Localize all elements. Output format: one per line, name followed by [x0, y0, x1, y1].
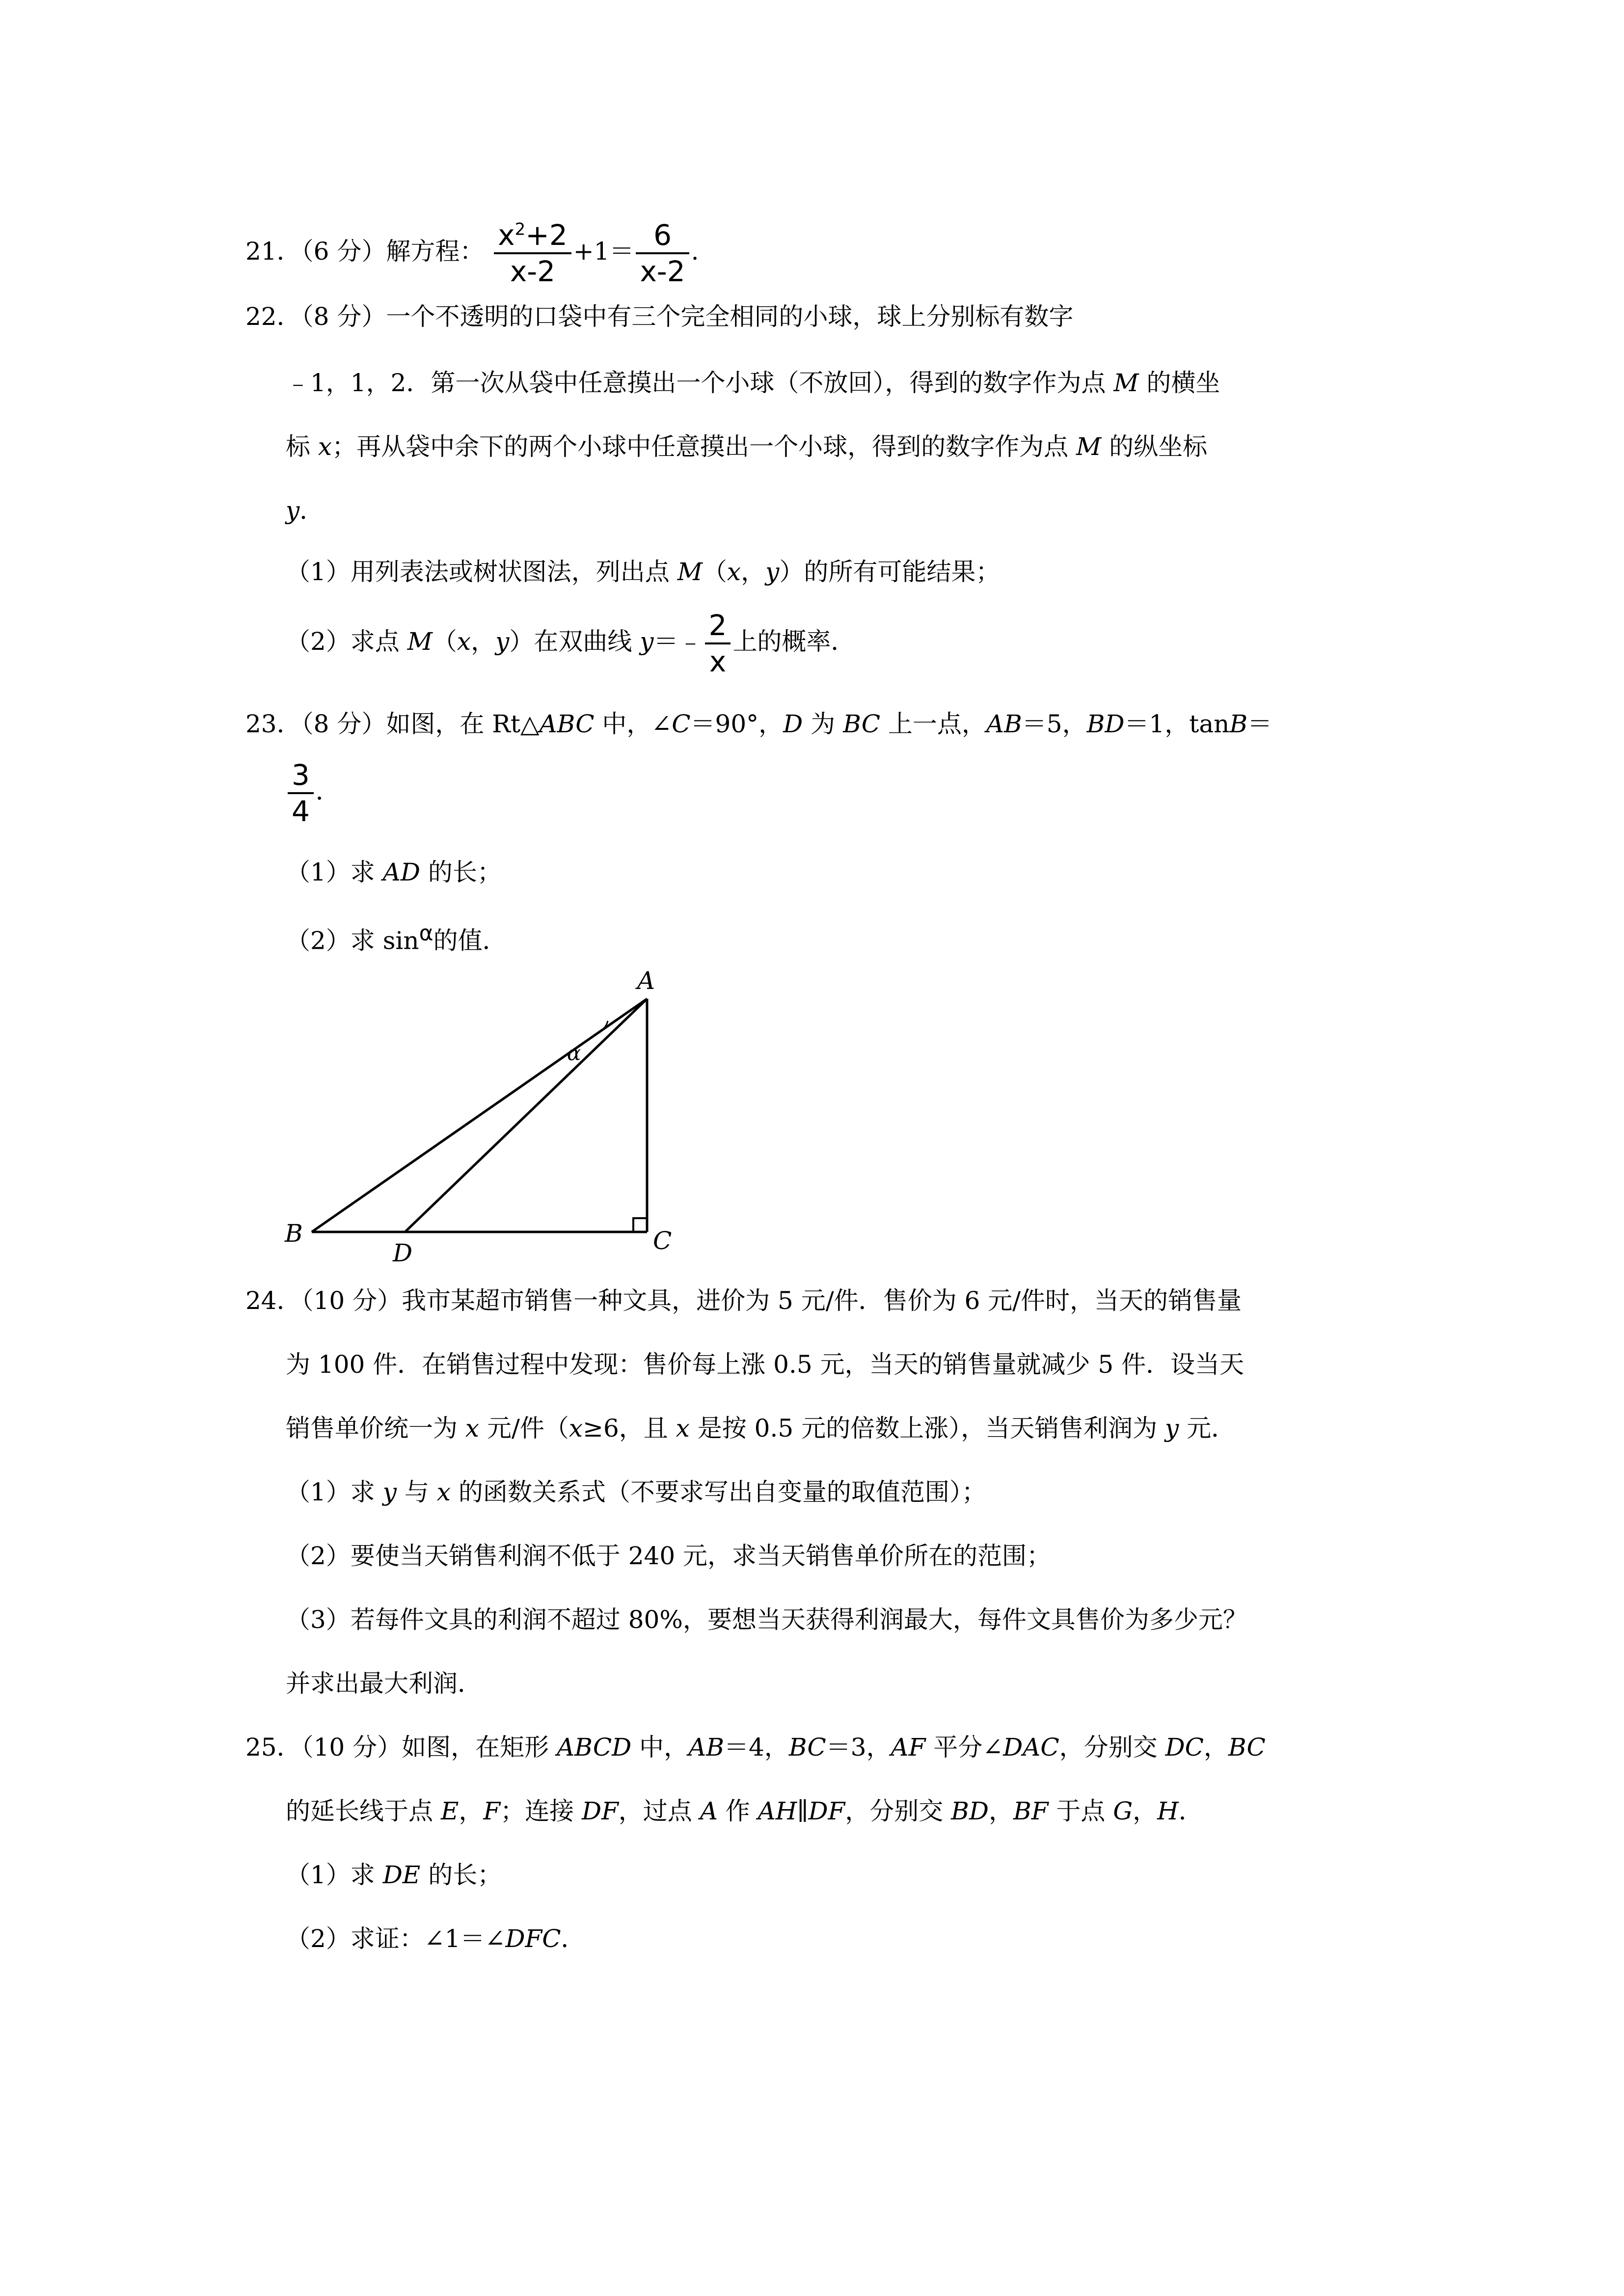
q23-tan-end: ． [315, 777, 340, 805]
q22-line3-x: x [318, 432, 332, 461]
q23-part2-a: （2）求 sin [286, 926, 419, 955]
q22-part2-den: x [705, 642, 731, 676]
q25-score: （10 分） [301, 1733, 402, 1762]
q24-line3-a: 销售单价统一为 [286, 1414, 465, 1442]
q25-line1-ABCD: ABCD [557, 1733, 632, 1762]
q23-line1-b: 中，∠ [594, 710, 672, 738]
label-C: C [653, 1227, 672, 1255]
q22-part1-x: x [727, 558, 741, 586]
q24-part2-text: （2）要使当天销售利润不低于 240 元，求当天销售单价所在的范围； [286, 1542, 1052, 1570]
q21-lhs-den: x-2 [494, 252, 571, 286]
q24-part1-x: x [436, 1478, 451, 1506]
q24-line3 [286, 1416, 1236, 1441]
q21-line: 21．（6 分）解方程： $\frac{x^2+2}{x-2}$ +1＝ $\frac{6}{x-2}$ . [245, 218, 699, 288]
q23-line1-c: ＝90°， [690, 710, 784, 738]
q22-line2-M: M [1113, 369, 1139, 397]
q25-line2-b: ， [459, 1797, 484, 1825]
q22-line1: 22．（8 分）一个不透明的口袋中有三个完全相同的小球，球上分别标有数字 [245, 302, 1074, 331]
q25-line2-f: ∥ [797, 1797, 809, 1825]
q25-part1 [286, 1863, 502, 1887]
q25-line2-F: F [483, 1797, 501, 1825]
q24-line3-c: ≥6，且 [583, 1414, 676, 1442]
q22-part1-b: （ [702, 558, 727, 586]
q25-line1-b: 中， [631, 1733, 689, 1762]
q22-part2-b: （ [432, 627, 457, 656]
q25-line1-DC: DC [1165, 1733, 1204, 1762]
q22-part2-M: M [407, 627, 433, 656]
q25-part2-b: ． [561, 1924, 586, 1953]
label-D: D [393, 1239, 413, 1267]
q24-part3-line1 [286, 1607, 1247, 1632]
q24-part1-b: 与 [396, 1478, 437, 1506]
q23-line1-f: ＝5， [1022, 710, 1087, 738]
q21-score: （6 分） [301, 237, 386, 266]
q23-line1-g: ＝1，tan [1124, 710, 1230, 738]
q25-line1-d: ＝3， [826, 1733, 891, 1762]
q25-line1-AF: AF [891, 1733, 926, 1762]
q25-line2-E: E [440, 1797, 459, 1825]
q23-line1-D: D [783, 710, 803, 738]
label-B: B [285, 1219, 303, 1248]
q25-line2-A: A [700, 1797, 718, 1825]
q23-line1-BC: BC [843, 710, 880, 738]
q25-line1-BC2: BC [1228, 1733, 1266, 1762]
q25-line2-BD: BD [951, 1797, 989, 1825]
q22-part2-num: 2 [708, 609, 727, 642]
q25-line1-a: 如图，在矩形 [402, 1733, 557, 1762]
q25-line1: 25．（10 分）如图，在矩形 ABCD 中，AB＝4，BC＝3，AF 平分∠DAC，分别交 DC，BC [245, 1733, 1266, 1762]
q22-part2-e: ＝﹣ [653, 627, 703, 656]
q22-line4 [286, 498, 324, 523]
q22-part2-d: ）在双曲线 [509, 627, 640, 656]
q22-part2-fraction [705, 611, 731, 676]
q21-rhs-num: 6 [653, 218, 672, 252]
q22-part2-x: x [457, 627, 471, 656]
q23-line1-a: 如图，在 Rt△ [386, 710, 540, 738]
q22-part1-a: （1）用列表法或树状图法，列出点 [286, 558, 677, 586]
q24-line1-text: 我市某超市销售一种文具，进价为 5 元/件．售价为 6 元/件时，当天的销售量 [402, 1286, 1242, 1315]
q22-line3-c: 的纵坐标 [1101, 432, 1208, 461]
q22-line3-M: M [1076, 432, 1102, 461]
q25-line2-h: ， [988, 1797, 1013, 1825]
q25-line2-H: H [1157, 1797, 1179, 1825]
q25-line2-G: G [1113, 1797, 1133, 1825]
q24-part3-line2 [286, 1671, 482, 1696]
segment-BA [312, 999, 647, 1232]
q25-part2-DFC: DFC [505, 1924, 561, 1953]
q25-number: 25 [245, 1733, 277, 1762]
q25-line2-e: 作 [717, 1797, 758, 1825]
q22-line2-a: ﹣1，1，2．第一次从袋中任意摸出一个小球（不放回），得到的数字作为点 [286, 369, 1114, 397]
q22-line4-end: ． [299, 496, 325, 525]
q22-part2-c: ， [471, 627, 496, 656]
q21-lhs-num-rest: +2 [525, 218, 568, 252]
q21-number: 21 [245, 237, 277, 266]
q22-line2 [286, 371, 1220, 395]
q23-part1 [286, 860, 502, 884]
q24-number: 24 [245, 1286, 277, 1315]
q24-line3-y: y [1164, 1414, 1179, 1442]
q23-line1-ABC: ABC [539, 710, 595, 738]
q23-line2 [286, 758, 340, 828]
q22-part2-y2: y [640, 627, 654, 656]
q25-line1-c: ＝4， [724, 1733, 789, 1762]
q25-line1-BC: BC [788, 1733, 826, 1762]
label-A: A [637, 966, 655, 995]
q24-line3-x2: x [568, 1414, 583, 1442]
alpha-arc [603, 1021, 608, 1029]
q24-line3-x: x [465, 1414, 480, 1442]
q24-line3-x3: x [676, 1414, 690, 1442]
q23-part2-b: 的值． [433, 926, 507, 955]
q22-line1-text: 一个不透明的口袋中有三个完全相同的小球，球上分别标有数字 [386, 302, 1074, 331]
q25-line2-g: ，分别交 [845, 1797, 951, 1825]
q24-part1-y: y [382, 1478, 397, 1506]
q23-part2 [286, 923, 507, 953]
q25-line2-DF: DF [582, 1797, 619, 1825]
q22-part2-a: （2）求点 [286, 627, 407, 656]
q22-line2-b: 的横坐 [1138, 369, 1220, 397]
q22-part1-d: ）的所有可能结果； [779, 558, 1001, 586]
q25-line2-BF: BF [1013, 1797, 1049, 1825]
q23-tan-den: 4 [288, 792, 314, 826]
q21-rhs-den: x-2 [636, 252, 689, 286]
q25-line1-DAC: DAC [1003, 1733, 1059, 1762]
q24-line2 [286, 1352, 1244, 1377]
q24-part3-line1-text: （3）若每件文具的利润不超过 80%，要想当天获得利润最大，每件文具售价为多少元？ [286, 1605, 1247, 1634]
q23-line1-B: B [1229, 710, 1248, 738]
q25-line2-a: 的延长线于点 [286, 1797, 441, 1825]
q23-part2-alpha: α [419, 921, 433, 946]
q24-line3-b: 元/件（ [479, 1414, 569, 1442]
q22-part1-M: M [677, 558, 703, 586]
q22-part2 [286, 611, 855, 676]
label-alpha: α [567, 1041, 581, 1065]
q25-part1-b: 的长； [420, 1861, 502, 1889]
q25-line2-AH: AH [758, 1797, 797, 1825]
q25-part2 [286, 1926, 585, 1951]
q24-part1 [286, 1480, 986, 1504]
q21-prompt: 解方程： [386, 237, 485, 266]
q24-part3-line2-text: 并求出最大利润． [286, 1669, 482, 1698]
q22-line3 [286, 434, 1207, 459]
q23-line1-C: C [672, 710, 691, 738]
q25-line2-k: ． [1178, 1797, 1203, 1825]
q25-line2-d: ，过点 [618, 1797, 700, 1825]
q23-line1-h: ＝ [1247, 710, 1272, 738]
q25-line2-DF2: DF [808, 1797, 845, 1825]
q25-line2-c: ；连接 [500, 1797, 582, 1825]
q22-part1 [286, 560, 1000, 584]
q22-part1-y: y [765, 558, 780, 586]
q24-part1-c: 的函数关系式（不要求写出自变量的取值范围）； [450, 1478, 986, 1506]
q22-score: （8 分） [301, 302, 386, 331]
q22-line3-b: ；再从袋中余下的两个小球中任意摸出一个小球，得到的数字作为点 [332, 432, 1077, 461]
q22-number: 22 [245, 302, 277, 331]
q23-line1-d: 为 [803, 710, 843, 738]
q25-line1-g: ， [1203, 1733, 1228, 1762]
q21-plus-one-eq: +1＝ [573, 237, 634, 266]
q23-number: 23 [245, 710, 277, 738]
q22-part1-c: ， [741, 558, 766, 586]
q22-line3-a: 标 [286, 432, 318, 461]
q25-part1-DE: DE [382, 1861, 421, 1889]
q25-line2-j: ， [1133, 1797, 1158, 1825]
q23-line1: 23．（8 分）如图，在 Rt△ABC 中，∠C＝90°，D 为 BC 上一点，AB＝5，BD＝1，tanB＝ [245, 710, 1272, 738]
q21-lhs-fraction [494, 218, 571, 288]
q23-line1-e: 上一点， [880, 710, 986, 738]
q25-line1-e: 平分∠ [925, 1733, 1003, 1762]
q24-line3-e: 元． [1179, 1414, 1236, 1442]
q25-part1-a: （1）求 [286, 1861, 383, 1889]
q25-line2 [286, 1799, 1203, 1823]
right-angle-mark [633, 1218, 647, 1232]
q25-part2-a: （2）求证：∠1＝∠ [286, 1924, 506, 1953]
q25-line2-i: 于点 [1048, 1797, 1113, 1825]
q21-end: . [691, 237, 699, 266]
q21-lhs-num-exp: 2 [514, 219, 526, 240]
q21-lhs-num-base: x [498, 218, 515, 252]
q25-line1-AB: AB [688, 1733, 724, 1762]
q22-part2-y: y [495, 627, 510, 656]
q24-line2-text: 为 100 件．在销售过程中发现：售价每上涨 0.5 元，当天的销售量就减少 5 件．设当天 [286, 1350, 1245, 1379]
q23-score: （8 分） [301, 710, 386, 738]
q23-part1-a: （1）求 [286, 858, 383, 886]
q25-line1-f: ，分别交 [1059, 1733, 1165, 1762]
q23-part1-AD: AD [382, 858, 420, 886]
q23-line1-BD: BD [1086, 710, 1125, 738]
q23-line1-AB: AB [986, 710, 1022, 738]
q22-line4-y: y [286, 496, 300, 525]
q23-part1-b: 的长； [420, 858, 502, 886]
q24-part2 [286, 1544, 1051, 1568]
q22-part2-f: 上的概率． [732, 627, 856, 656]
q24-line1: 24．（10 分）我市某超市销售一种文具，进价为 5 元/件．售价为 6 元/件时，当天的销售量 [245, 1286, 1242, 1315]
q24-score: （10 分） [301, 1286, 402, 1315]
q23-tan-fraction [288, 758, 314, 828]
q23-tan-num: 3 [292, 758, 310, 792]
segment-DA [405, 999, 647, 1232]
q24-line3-d: 是按 0.5 元的倍数上涨），当天销售利润为 [689, 1414, 1165, 1442]
q21-rhs-fraction [636, 218, 689, 288]
q24-part1-a: （1）求 [286, 1478, 383, 1506]
